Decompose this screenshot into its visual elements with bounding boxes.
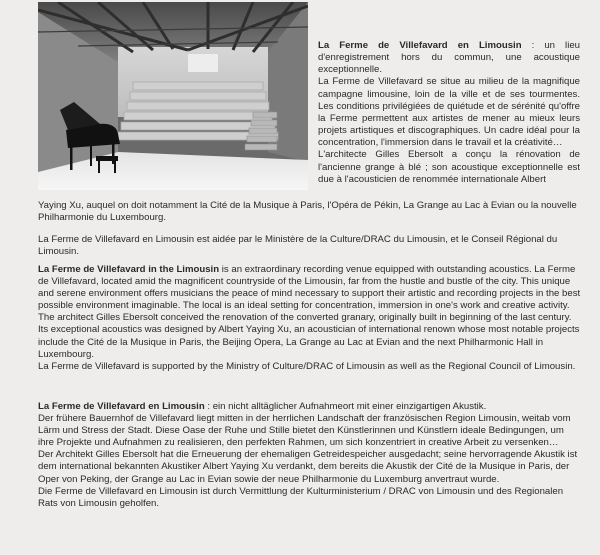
- french-intro-paragraph: [318, 40, 580, 76]
- english-text-block: [38, 264, 582, 373]
- german-intro-paragraph: [38, 401, 582, 413]
- german-paragraph-2: Der frühere Bauernhof de Villefavard liegt mitten in der herrlichen Landschaft der französischen Region Limousin, weitab vom Lärm und Stress der Stadt. Diese Oase der Ruhe und Stille bietet den Künstlerinnen und Künstlern ideale Bedingungen, um ihre Projekte und Aufnahmen zu realisieren, den perfekten Rahmen, um sich konzentriert in creative Arbeit zu versenken…: [38, 413, 571, 449]
- french-heading-tail: : un lieu d'enregistrement hors du commun, une acoustique exceptionnelle.: [318, 40, 580, 76]
- english-paragraph-2: The architect Gilles Ebersolt conceived the renovation of the converted granary, originally built in beginning of the last century. Its exceptional acoustics was designed by Albert Yaying Xu, an acoustician of international renown whose most notable projects include the Cité de la Musique in Paris, the Beijing Opera, La Grange au Lac at Evian and the next Philharmonic Hall in Luxembourg.: [38, 312, 580, 360]
- french-text-continued: [38, 190, 582, 268]
- german-paragraph-4: Die Ferme de Villefavard en Limousin ist durch Vermittlung der Kulturministerium / DRAC von Limousin und des Regionalen Rats von Limousin geholfen.: [38, 485, 564, 509]
- german-heading: La Ferme de Villefavard en Limousin: [38, 401, 205, 412]
- english-paragraph-3: La Ferme de Villefavard is supported by the Ministry of Culture/DRAC of Limousin as well as the Regional Council of Limousin.: [38, 360, 576, 372]
- english-intro-paragraph: [38, 264, 582, 312]
- english-heading-tail: is an extraordinary recording venue equipped with outstanding acoustics. La Ferme de Villefavard, located amid the magnificent countryside of the Limousin, far from the hustle and bustle of the city. This unique and serene environment offers musicians the peace of mind necessary to support their artistic and recording projects in the best possible environment imaginable. The local is an ideal setting for concentration, immersion in one's work and creative activity.: [38, 264, 581, 312]
- german-heading-tail: : ein nicht alltäglicher Aufnahmeort mit einer einzigartigen Akustik.: [204, 401, 487, 412]
- german-paragraph-3: Der Architekt Gilles Ebersolt hat die Erneuerung der ehemaligen Getreidespeicher ausgedacht; seine hervorragende Akustik ist dem international bekannten Akustiker Albert Yaying Xu verdankt, dem bereits die Akustik der Cité de la Musique in Paris, der Oper von Peking, der Grange au Lac in Evian sowie der neue Philharmonie du Luxemburg anvertraut wurde.: [38, 449, 578, 485]
- english-heading: La Ferme de Villefavard in the Limousin: [38, 264, 220, 275]
- french-paragraph-2: La Ferme de Villefavard se situe au milieu de la magnifique campagne limousine, loin de la ville et de ses tourmentes. Les conditions privilégiées de quiétude et de sérénité qu'offre la Ferme permettent aux artistes de mener au mieux leurs projets artistiques et discographiques. Un cadre idéal pour la concentration, l'immersion dans le travail et la créativité…: [318, 76, 580, 149]
- german-text-block: [38, 401, 582, 510]
- french-paragraph-3-start: L'architecte Gilles Ebersolt a conçu la rénovation de l'ancienne grange à blé ; son acoustique exceptionnelle est due à l'acousticien de renommée internationale Albert: [318, 149, 580, 185]
- french-heading: La Ferme de Villefavard en Limousin: [318, 40, 522, 51]
- french-paragraph-3-end: Yaying Xu, auquel on doit notamment la Cité de la Musique à Paris, l'Opéra de Pékin, La Grange au Lac à Evian ou la nouvelle Philharmonie du Luxembourg.: [38, 199, 577, 223]
- french-text-column: [318, 40, 580, 186]
- french-paragraph-4: La Ferme de Villefavard en Limousin est aidée par le Ministère de la Culture/DRAC du Limousin, et le Conseil Régional du Limousin.: [38, 233, 558, 257]
- concert-hall-photo: [38, 2, 308, 190]
